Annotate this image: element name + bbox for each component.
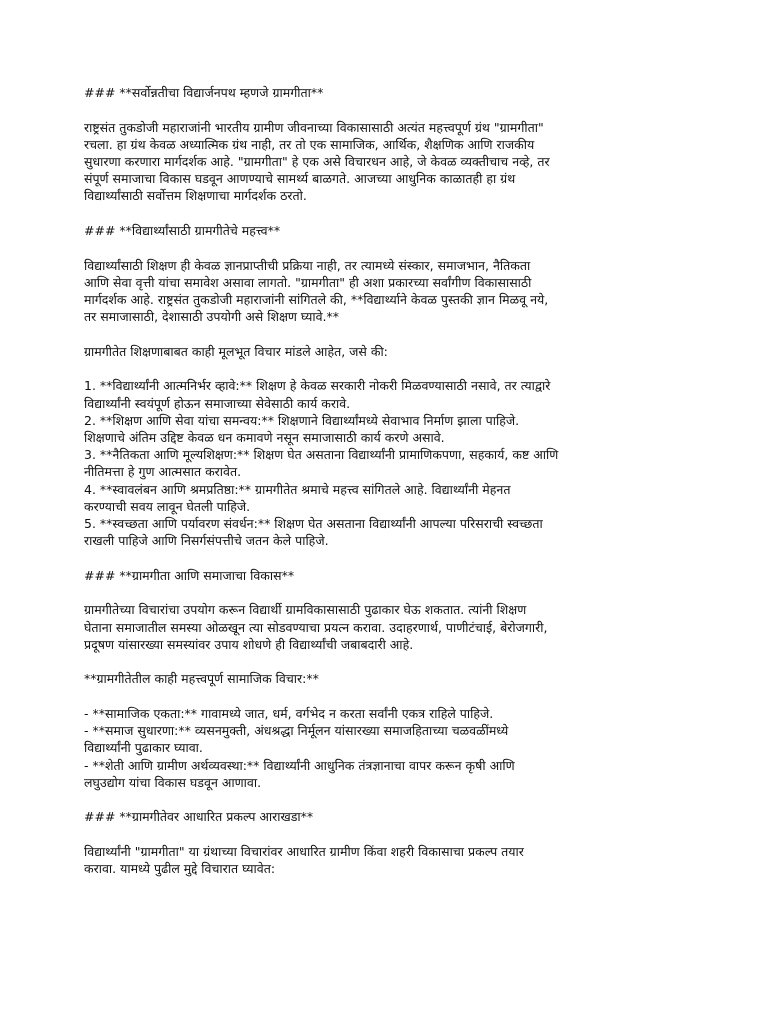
heading-importance-for-students: ### **विद्यार्थ्यांसाठी ग्रामगीतेचे महत्त्व** xyxy=(84,223,281,238)
intro-paragraph: राष्ट्रसंत तुकडोजी महाराजांनी भारतीय ग्रामीण जीवनाच्या विकासासाठी अत्यंत महत्त्वपूर्ण ग्रंथ "ग्रामगीता" रचला. हा ग्रंथ केवळ अध्यात्मिक ग्रंथ नाही, तर तो एक सामाजिक, आर्थिक, शैक्षणिक आणि राजकीय सुधारणा करणारा मार्गदर्शक आहे. "ग्रामगीता" हे एक असे विचारधन आहे, जे केवळ व्यक्तीचाच नव्हे, तर संपूर्ण समाजाचा विकास घडवून आणण्याचे सामर्थ्य बाळगते. आजच्या आधुनिक काळातही हा ग्रंथ विद्यार्थ्यांसाठी सर्वोत्तम शिक्षणाचा मार्गदर्शक ठरतो. xyxy=(84,119,550,204)
social-thoughts-list: - **सामाजिक एकता:** गावामध्ये जात, धर्म, वर्गभेद न करता सर्वांनी एकत्र राहिले पाहिजे. - **समाज सुधारणा:** व्यसनमुक्ती, अंधश्रद्धा निर्मूलन यांसारख्या समाजहिताच्या चळवळींमध्ये विद्यार्थ्यांनी पुढाकार घ्यावा. - **शेती आणि ग्रामीण अर्थव्यवस्था:** विद्यार्थ्यांनी आधुनिक तंत्रज्ञानाचा वापर करून कृषी आणि लघुउद्योग यांचा विकास घडवून आणावा. xyxy=(84,706,515,790)
heading-project-outline: ### **ग्रामगीतेवर आधारित प्रकल्प आराखडा** xyxy=(84,809,314,825)
heading-society-development: ### **ग्रामगीता आणि समाजाचा विकास** xyxy=(84,567,295,583)
heading-education-path: ### **सर्वोन्नतीचा विद्यार्जनपथ म्हणजे ग्रामगीता** xyxy=(84,85,324,100)
education-thoughts-intro: ग्रामगीतेत शिक्षणाबाबत काही मूलभूत विचार मांडले आहेत, जसे की: xyxy=(84,343,388,359)
project-outline-paragraph: विद्यार्थ्यांनी "ग्रामगीता" या ग्रंथाच्या विचारांवर आधारित ग्रामीण किंवा शहरी विकासाचा प्रकल्प तयार करावा. यामध्ये पुढील मुद्दे विचारात घ्यावेत: xyxy=(84,844,524,877)
importance-paragraph: विद्यार्थ्यांसाठी शिक्षण ही केवळ ज्ञानप्राप्तीची प्रक्रिया नाही, तर त्यामध्ये संस्कार, समाजभान, नैतिकता आणि सेवा वृत्ती यांचा समावेश असावा लागतो. "ग्रामगीता" ही अशा प्रकारच्या सर्वांगीण विकासासाठी मार्गदर्शक आहे. राष्ट्रसंत तुकडोजी महाराजांनी सांगितले की, **विद्यार्थ्याने केवळ पुस्तकी ज्ञान मिळवू नये, तर समाजासाठी, देशासाठी उपयोगी असे शिक्षण घ्यावे.** xyxy=(84,257,549,325)
society-development-paragraph: ग्रामगीतेच्या विचारांचा उपयोग करून विद्यार्थी ग्रामविकासासाठी पुढाकार घेऊ शकतात. त्यांनी शिक्षण घेताना समाजातील समस्या ओळखून त्या सोडवण्याचा प्रयत्न करावा. उदाहरणार्थ, पाणीटंचाई, बेरोजगारी, प्रदूषण यांसारख्या समस्यांवर उपाय शोधणे ही विद्यार्थ्यांची जबाबदारी आहे. xyxy=(84,602,548,652)
social-thoughts-heading: **ग्रामगीतेतील काही महत्त्वपूर्ण सामाजिक विचार:** xyxy=(84,671,319,687)
document-body xyxy=(84,84,694,877)
education-thoughts-list: 1. **विद्यार्थ्यांनी आत्मनिर्भर व्हावे:** शिक्षण हे केवळ सरकारी नोकरी मिळवण्यासाठी नसावे, तर त्याद्वारे विद्यार्थ्यांनी स्वयंपूर्ण होऊन समाजाच्या सेवेसाठी कार्य करावे. 2. **शिक्षण आणि सेवा यांचा समन्वय:** शिक्षणाने विद्यार्थ्यांमध्ये सेवाभाव निर्माण झाला पाहिजे. शिक्षणाचे अंतिम उद्दिष्ट केवळ धन कमावणे नसून समाजासाठी कार्य करणे असावे. 3. **नैतिकता आणि मूल्यशिक्षण:** शिक्षण घेत असताना विद्यार्थ्यांनी प्रामाणिकपणा, सहकार्य, कष्ट आणि नीतिमत्ता हे गुण आत्मसात करावेत. 4. **स्वावलंबन आणि श्रमप्रतिष्ठा:** ग्रामगीतेत श्रमाचे महत्त्व सांगितले आहे. विद्यार्थ्यांनी मेहनत करण्याची सवय लावून घेतली पाहिजे. 5. **स्वच्छता आणि पर्यावरण संवर्धन:** शिक्षण घेत असताना विद्यार्थ्यांनी आपल्या परिसराची स्वच्छता राखली पाहिजे आणि निसर्गसंपत्तीचे जतन केले पाहिजे. xyxy=(84,378,559,549)
